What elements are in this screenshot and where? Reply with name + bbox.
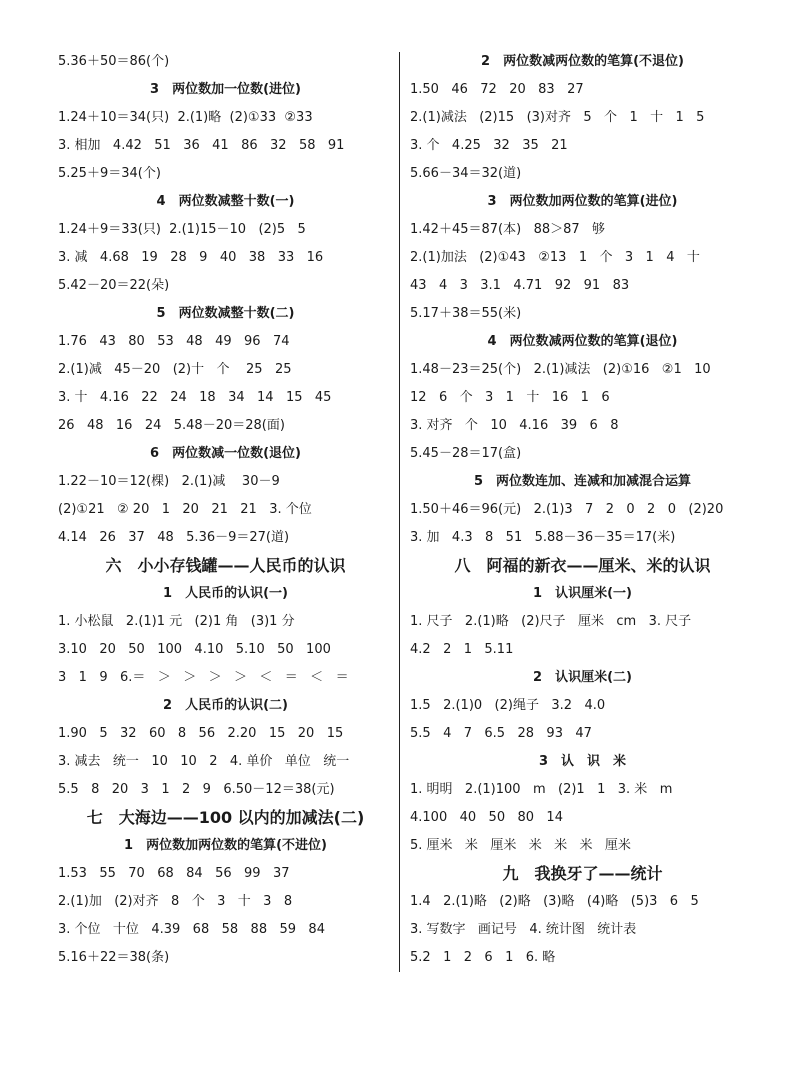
section-heading: 1 两位数加两位数的笔算(不进位) [124, 838, 327, 853]
answer-line: (2)①21 ② 20 1 20 21 21 3. 个位 [58, 502, 312, 517]
answer-line: 3.10 20 50 100 4.10 5.10 50 100 [58, 642, 331, 657]
section-heading: 3 认 识 米 [538, 754, 627, 769]
answer-line: 1.53 55 70 68 84 56 99 37 [58, 866, 290, 881]
answer-line: 4.14 26 37 48 5.36－9＝27(道) [58, 530, 290, 545]
answer-line: 26 48 16 24 5.48－20＝28(面) [58, 418, 285, 433]
answer-line: 5. 厘米 米 厘米 米 米 米 厘米 [410, 838, 631, 853]
answer-line: 3. 个位 十位 4.39 68 58 88 59 84 [58, 922, 325, 937]
section-heading: 4 两位数减两位数的笔算(退位) [487, 334, 678, 349]
answer-line: 3. 减去 统一 10 10 2 4. 单价 单位 统一 [58, 754, 350, 769]
answer-line: 2.(1)减 45－20 (2)十 个 25 25 [58, 362, 292, 377]
section-heading: 4 两位数减整十数(一) [156, 194, 295, 209]
answer-line: 5.45－28＝17(盒) [410, 446, 522, 461]
answer-line: 5.66－34＝32(道) [410, 166, 522, 181]
column-divider [399, 52, 400, 972]
answer-line: 1.22－10＝12(棵) 2.(1)减 30－9 [58, 474, 280, 489]
answer-line: 1.50 46 72 20 83 27 [410, 82, 584, 97]
answer-line: 4.100 40 50 80 14 [410, 810, 563, 825]
answer-line: 2.(1)加法 (2)①43 ②13 1 个 3 1 4 十 [410, 250, 700, 265]
chapter-title: 九 我换牙了——统计 [502, 864, 663, 883]
answer-line: 3. 减 4.68 19 28 9 40 38 33 16 [58, 250, 324, 265]
section-heading: 2 两位数减两位数的笔算(不退位) [481, 54, 684, 69]
answer-line: 4.2 2 1 5.11 [410, 642, 514, 657]
section-heading: 3 两位数加两位数的笔算(进位) [487, 194, 678, 209]
answer-line: 5.2 1 2 6 1 6. 略 [410, 950, 556, 965]
answer-line: 3. 相加 4.42 51 36 41 86 32 58 91 [58, 138, 345, 153]
answer-line: 5.17＋38＝55(米) [410, 306, 522, 321]
answer-line: 5.25＋9＝34(个) [58, 166, 161, 181]
section-heading: 6 两位数减一位数(退位) [150, 446, 301, 461]
answer-line: 1.76 43 80 53 48 49 96 74 [58, 334, 290, 349]
answer-line: 1.42＋45＝87(本) 88＞87 够 [410, 222, 606, 237]
answer-line: 1.50＋46＝96(元) 2.(1)3 7 2 0 2 0 (2)20 [410, 502, 724, 517]
answer-line: 5.36＋50＝86(个) [58, 54, 170, 69]
section-heading: 5 两位数减整十数(二) [156, 306, 295, 321]
answer-line: 1.5 2.(1)0 (2)绳子 3.2 4.0 [410, 698, 606, 713]
answer-line: 43 4 3 3.1 4.71 92 91 83 [410, 278, 630, 293]
answer-line: 1.4 2.(1)略 (2)略 (3)略 (4)略 (5)3 6 5 [410, 894, 699, 909]
answer-line: 5.5 8 20 3 1 2 9 6.50－12＝38(元) [58, 782, 335, 797]
answer-line: 1.90 5 32 60 8 56 2.20 15 20 15 [58, 726, 344, 741]
answer-line: 3. 写数字 画记号 4. 统计图 统计表 [410, 922, 637, 937]
answer-line: 1. 明明 2.(1)100 m (2)1 1 3. 米 m [410, 782, 673, 797]
answer-line: 3. 十 4.16 22 24 18 34 14 15 45 [58, 390, 332, 405]
section-heading: 1 人民币的认识(一) [163, 586, 288, 601]
answer-line: 3. 个 4.25 32 35 21 [410, 138, 568, 153]
answer-line: 1. 小松鼠 2.(1)1 元 (2)1 角 (3)1 分 [58, 614, 295, 629]
answer-line: 5.42－20＝22(朵) [58, 278, 170, 293]
answer-line: 3. 对齐 个 10 4.16 39 6 8 [410, 418, 619, 433]
section-heading: 3 两位数加一位数(进位) [150, 82, 301, 97]
answer-line: 1.24＋10＝34(只) 2.(1)略 (2)①33 ②33 [58, 110, 313, 125]
answer-line: 1.24＋9＝33(只) 2.(1)15－10 (2)5 5 [58, 222, 306, 237]
answer-line: 5.5 4 7 6.5 28 93 47 [410, 726, 592, 741]
chapter-title: 七 大海边——100 以内的加减法(二) [86, 808, 365, 827]
right-column [410, 48, 755, 972]
chapter-title: 八 阿福的新衣——厘米、米的认识 [454, 556, 711, 575]
answer-line: 5.16＋22＝38(条) [58, 950, 170, 965]
section-heading: 2 人民币的认识(二) [163, 698, 288, 713]
answer-line: 3. 加 4.3 8 51 5.88－36－35＝17(米) [410, 530, 676, 545]
answer-line: 2.(1)减法 (2)15 (3)对齐 5 个 1 十 1 5 [410, 110, 705, 125]
answer-line: 2.(1)加 (2)对齐 8 个 3 十 3 8 [58, 894, 293, 909]
answer-line: 3 1 9 6.＝ ＞ ＞ ＞ ＞ ＜ ＝ ＜ ＝ [58, 670, 349, 685]
section-heading: 2 认识厘米(二) [533, 670, 632, 685]
answer-line: 12 6 个 3 1 十 16 1 6 [410, 390, 610, 405]
chapter-title: 六 小小存钱罐——人民币的认识 [105, 556, 346, 575]
section-heading: 5 两位数连加、连减和加减混合运算 [473, 474, 692, 489]
left-column [58, 48, 393, 972]
answer-line: 1. 尺子 2.(1)略 (2)尺子 厘米 cm 3. 尺子 [410, 614, 692, 629]
answer-line: 1.48－23＝25(个) 2.(1)减法 (2)①16 ②1 10 [410, 362, 711, 377]
section-heading: 1 认识厘米(一) [533, 586, 632, 601]
